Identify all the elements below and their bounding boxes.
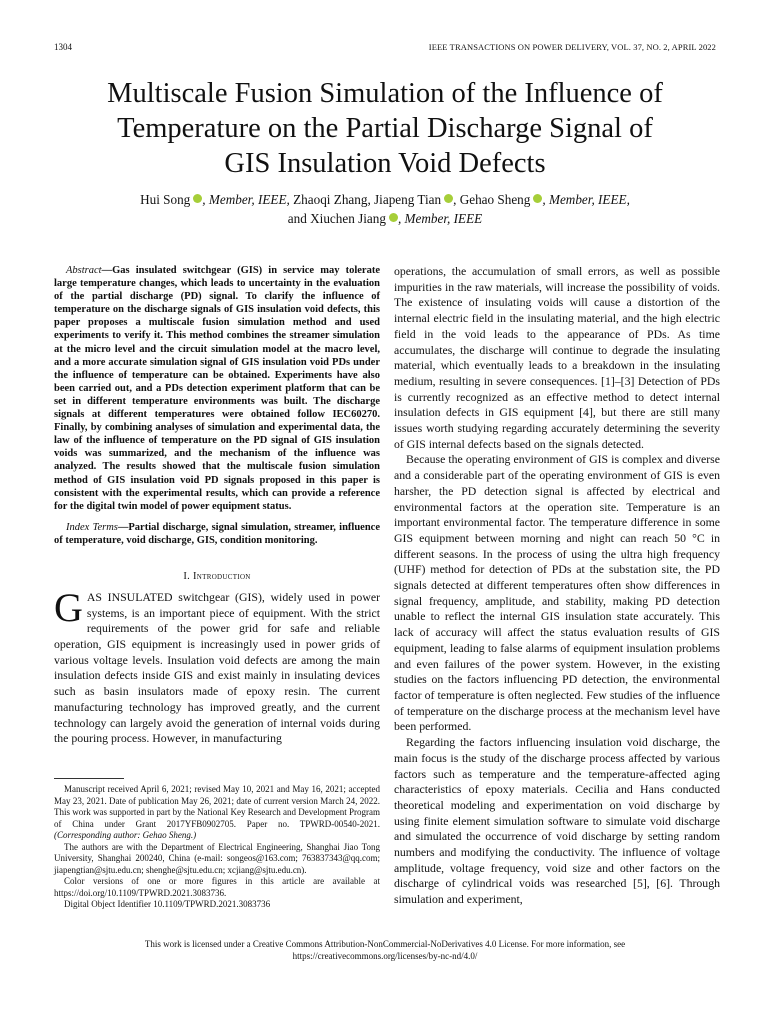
orcid-icon[interactable]	[389, 213, 398, 222]
footnotes	[54, 784, 380, 911]
section-heading	[54, 571, 380, 582]
index-terms	[54, 521, 380, 547]
body-paragraph: Because the operating environment of GIS is complex and diverse and a considerable part of the operating environment of GIS is even harsher, the PD detection signal is affected by electrical and environmental factors at the operation site. Temperature is an important environmental factor. The temperature difference in some GIS equipment between morning and night can reach 50 °C in different seasons. In the process of using the ultra high frequency (UHF) method for detection of PDs at the substation site, the PD signals detected at different temperatures often show differences in signal frequency, amplitude, and stability, making PD detection unable to reflect the internal GIS insulation state accurately. This lack of accuracy will affect the status evaluation results of GIS equipment, leading to false alarms of equipment insulation problems and even failures of the power system. However, in the existing studies on the factors influencing PD detection, the environmental factor of temperature is often neglected. Few studies of the influence of temperature on the discharge process at the mechanism level have been performed.	[394, 452, 720, 734]
section-title: Introduction	[193, 570, 251, 582]
title-line: Temperature on the Partial Discharge Signal of	[117, 113, 653, 144]
author-name: , Gehao Sheng	[453, 192, 531, 207]
license-notice	[60, 938, 710, 962]
abstract-label: Abstract	[66, 265, 102, 276]
author-role: , Member, IEEE	[397, 211, 483, 226]
paper-title	[60, 76, 710, 181]
author-name: Hui Song	[140, 192, 191, 207]
right-column	[394, 264, 720, 908]
footnote-color: Color versions of one or more figures in this article are available at https://doi.org/10.1109/TPWRD.2021.3083736.	[54, 876, 380, 898]
intro-first-word: AS INSULATED	[86, 589, 173, 604]
footnote-doi: Digital Object Identifier 10.1109/TPWRD.2021.3083736	[64, 899, 271, 909]
footnote-affiliation: The authors are with the Department of Electrical Engineering, Shanghai Jiao Tong University, Shanghai 200240, China (e-mail: songeos@163.com; 763837343@qq.com; jiapengtian@sjtu.edu.cn; shenghe@sjtu.edu.cn; xcjiang@sjtu.edu.cn).	[54, 841, 380, 875]
orcid-icon[interactable]	[444, 194, 453, 203]
title-line: Multiscale Fusion Simulation of the Influence of	[107, 78, 663, 109]
title-line: GIS Insulation Void Defects	[224, 148, 546, 179]
intro-paragraph	[54, 584, 381, 747]
author-role: , Member, IEEE,	[542, 192, 630, 207]
page-number: 1304	[54, 42, 72, 52]
abstract	[54, 264, 380, 513]
author-line	[60, 190, 710, 209]
author-role: , Member, IEEE,	[202, 192, 290, 207]
footnote-manuscript: Manuscript received April 6, 2021; revised May 10, 2021 and May 16, 2021; accepted May 23, 2021. Date of publication May 26, 2021; date of current version March 24, 2022. This work was supported in part by the National Key Research and Development Program of China under Grant 2017YFB0902705. Paper no. TPWRD-00540-2021. (Corresponding author: Gehao Sheng.)	[54, 784, 380, 840]
section-number: I.	[183, 570, 191, 582]
author-line	[60, 209, 710, 228]
body-paragraph: operations, the accumulation of small errors, as well as possible impurities in the raw materials, will increase the possibility of voids. The existence of insulating voids will cause a distortion of the internal electric field in the insulating material, and the high electric field in the void leads to the appearance of PDs. As time accumulates, the discharge will continue to degrade the insulating material, which eventually leads to a breakdown in the insulating medium, resulting in severe consequences. [1]–[3] Detection of PDs is currently recognized as an effective method to detect internal insulation defects in GIS equipment [4], but there are still many issues worth studying regarding accurately determining the severity of GIS internal defects based on the signals detected.	[394, 264, 720, 451]
abstract-text: —Gas insulated switchgear (GIS) in service may tolerate large temperature changes, which leads to uncertainty in the evaluation of the partial discharge (PD) signal. To clarify the influence of temperature on the discharge signals of GIS insulation void defects, this paper proposes a multiscale fusion simulation method and used experiments to verify it. This method combines the streamer simulation at the micro level and the circuit simulation model at the macro level, and a more accurate simulation signal of GIS insulation void PDs under the influence of temperature can be obtained. Experiments have also been carried out, and a PDs detection experiment platform that can be set in different temperature environments was built. The discharge signals at different temperatures were obtained follow IEC60270. Finally, by combining analyses of simulation and experimental data, the law of the influence of temperature on the PD signal of GIS insulation voids was summarized, and the mechanism of the influence was analyzed. The results showed that the multiscale fusion simulation method of GIS insulation void PD signals proposed in this paper is consistent with the experimental results, which can provide a reference for the digital twin model of power equipment status.	[54, 265, 380, 512]
drop-cap: G	[54, 584, 83, 630]
intro-text: switchgear (GIS), widely used in power systems, is an important piece of equipment. With the strict requirements of the power grid for safe and reliable operation, GIS equipment is increasingly used in power grids of various voltage levels. Insulation void defects are among the main insulation defects inside GIS and exist mainly in insulating devices such as basin insulators made of epoxy resin. The current manufacturing technology has improved greatly, and the current technology can largely avoid the generation of internal voids during the pouring process. However, in manufacturing	[54, 589, 381, 746]
footnote-rule	[54, 778, 124, 779]
license-link[interactable]: https://creativecommons.org/licenses/by-nc-nd/4.0/	[292, 951, 478, 961]
journal-header: IEEE TRANSACTIONS ON POWER DELIVERY, VOL. 37, NO. 2, APRIL 2022	[428, 42, 716, 52]
orcid-icon[interactable]	[193, 194, 202, 203]
author-list	[60, 190, 710, 228]
left-column	[54, 264, 380, 747]
author-name: Zhaoqi Zhang, Jiapeng Tian	[289, 192, 442, 207]
body-paragraph: Regarding the factors influencing insulation void discharge, the main focus is the study of the discharge process affected by various factors such as temperature and the temperature-affected aging characteristics of epoxy materials. Cecilia and Hans conducted theoretical modeling and experimentation on void discharge by using finite element simulation software to simulate void discharge and simulated the occurrence of void discharge by setting random numbers and modifying the conductivity. The influence of voltage amplitude, voltage frequency, void size and other factors on the discharge of cylindrical voids was researched [5], [6]. Through simulation and experiment,	[394, 735, 720, 907]
license-text: This work is licensed under a Creative Commons Attribution-NonCommercial-NoDerivatives 4.0 License. For more information, see	[144, 939, 626, 949]
author-name: and Xiuchen Jiang	[287, 211, 386, 226]
index-terms-label: Index Terms	[66, 521, 118, 533]
index-terms-text: —Partial discharge, signal simulation, streamer, influence of temperature, void discharge, GIS, condition monitoring.	[54, 521, 381, 546]
